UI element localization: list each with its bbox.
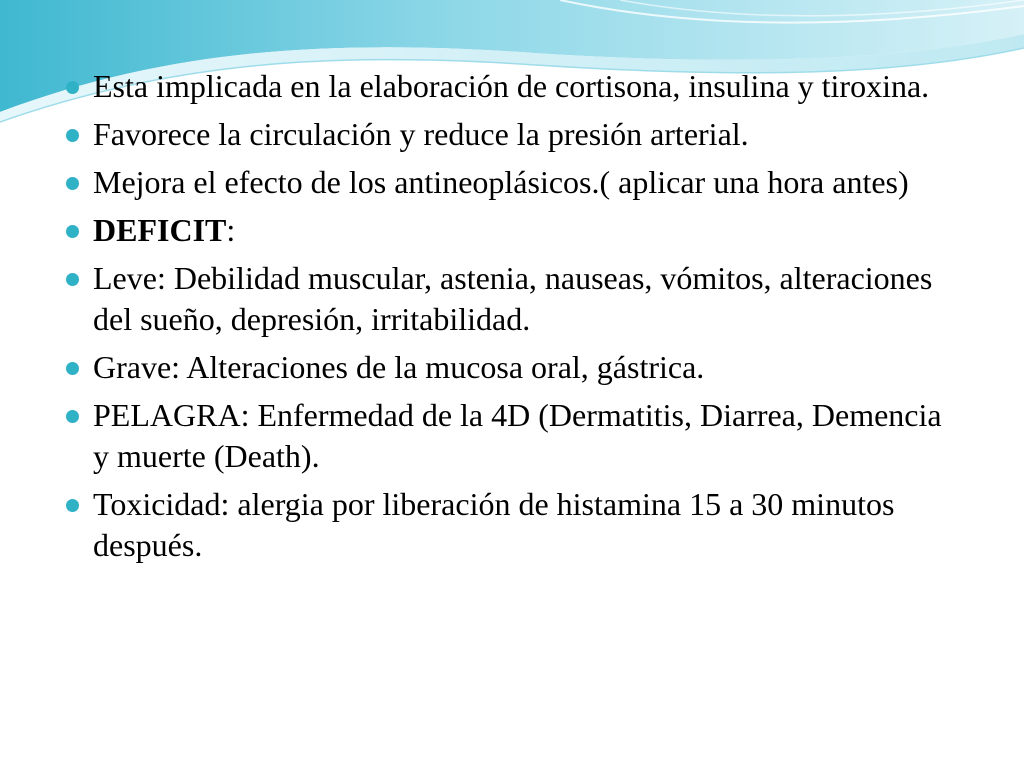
bullet-text: PELAGRA: Enfermedad de la 4D (Dermatitis, Diarrea, Demencia y muerte (Death). [93, 397, 942, 474]
bullet-dot-icon [66, 410, 79, 423]
bullet-text: Favorece la circulación y reduce la presión arterial. [93, 116, 749, 152]
bullet-dot-icon [66, 273, 79, 286]
bullet-text: : [226, 212, 236, 248]
bullet-dot-icon [66, 362, 79, 375]
bullet-text: Mejora el efecto de los antineoplásicos.( aplicar una hora antes) [93, 164, 909, 200]
bullet-text: Esta implicada en la elaboración de cortisona, insulina y tiroxina. [93, 68, 930, 104]
list-item [62, 395, 962, 477]
content-area [62, 66, 962, 573]
bullet-bold-heading: DEFICIT [93, 212, 227, 248]
list-item [62, 347, 962, 388]
bullet-dot-icon [66, 177, 79, 190]
bullet-dot-icon [66, 81, 79, 94]
bullet-dot-icon [66, 225, 79, 238]
bullet-text: Toxicidad: alergia por liberación de histamina 15 a 30 minutos después. [93, 486, 895, 563]
bullet-dot-icon [66, 129, 79, 142]
bullet-dot-icon [66, 499, 79, 512]
bullet-text: Leve: Debilidad muscular, astenia, nauseas, vómitos, alteraciones del sueño, depresión, irritabilidad. [93, 260, 933, 337]
list-item [62, 484, 962, 566]
list-item [62, 66, 962, 107]
list-item [62, 258, 962, 340]
list-item [62, 162, 962, 203]
list-item [62, 114, 962, 155]
bullet-text: Grave: Alteraciones de la mucosa oral, gástrica. [93, 349, 705, 385]
list-item [62, 210, 962, 251]
bullet-list [62, 66, 962, 566]
